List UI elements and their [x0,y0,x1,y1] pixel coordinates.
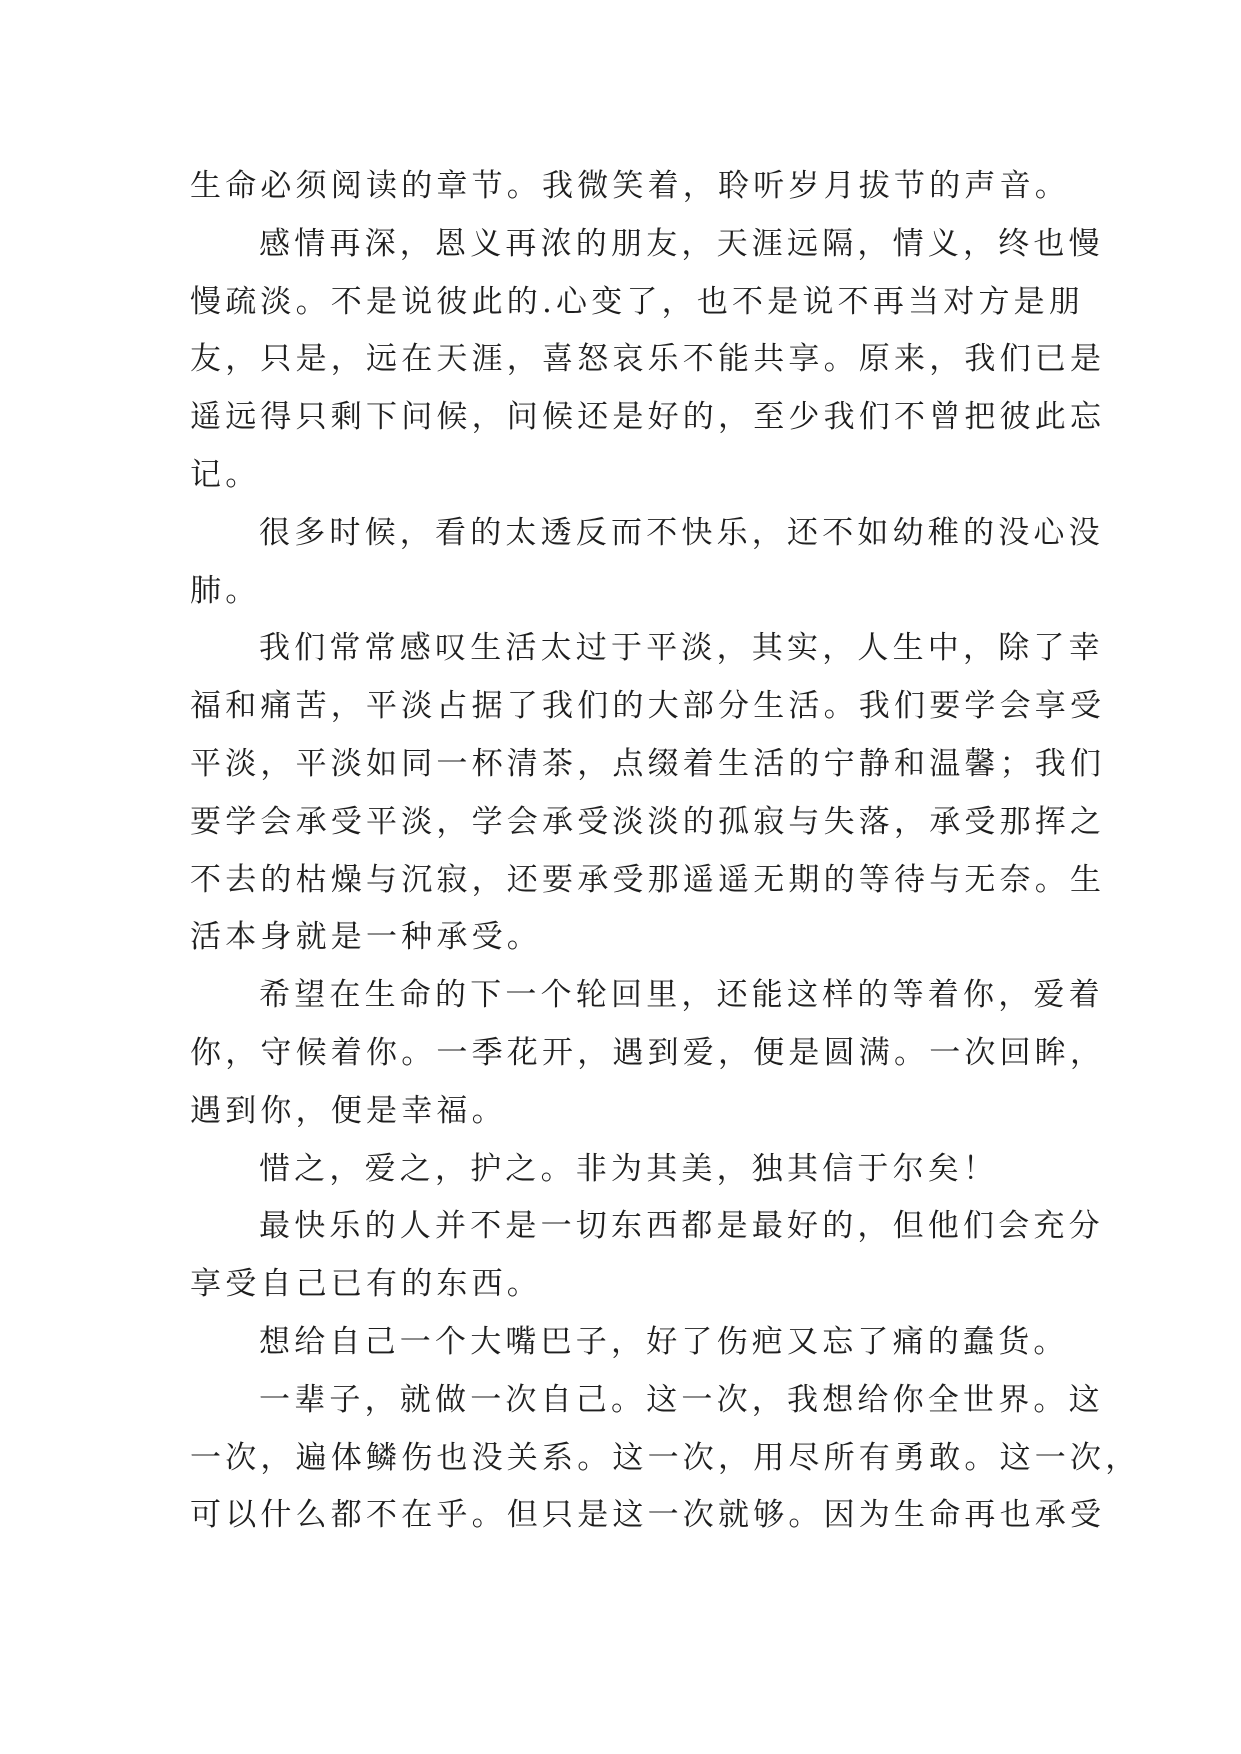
text-line: 希望在生命的下一个轮回里，还能这样的等着你，爱着 [259,977,1104,1014]
body-text [190,158,1141,1545]
text-line: 肺。 [190,572,261,609]
text-line: 记。 [190,456,261,493]
text-line: 你，守候着你。一季花开，遇到爱，便是圆满。一次回眸， [190,1034,1106,1071]
text-line: 一次，遍体鳞伤也没关系。这一次，用尽所有勇敢。这一次， [190,1439,1141,1476]
text-line: 最快乐的人并不是一切东西都是最好的，但他们会充分 [259,1208,1104,1245]
text-line: 遇到你，便是幸福。 [190,1092,507,1129]
text-line: 福和痛苦，平淡占据了我们的大部分生活。我们要学会享受 [190,688,1106,725]
text-line: 平淡，平淡如同一杯清茶，点缀着生活的宁静和温馨；我们 [190,745,1106,782]
text-line: 享受自己已有的东西。 [190,1266,542,1303]
text-line: 我们常常感叹生活太过于平淡，其实，人生中，除了幸 [259,630,1104,667]
text-line: 要学会承受平淡，学会承受淡淡的孤寂与失落，承受那挥之 [190,803,1106,840]
text-line: 慢疏淡。不是说彼此的.心变了，也不是说不再当对方是朋 [190,283,1085,320]
text-line: 想给自己一个大嘴巴子，好了伤疤又忘了痛的蠢货。 [259,1323,1069,1360]
text-line: 可以什么都不在乎。但只是这一次就够。因为生命再也承受 [190,1497,1106,1534]
text-line: 感情再深，恩义再浓的朋友，天涯远隔，情义，终也慢 [259,225,1104,262]
text-line: 生命必须阅读的章节。我微笑着，聆听岁月拔节的声音。 [190,168,1070,204]
text-line: 很多时候，看的太透反而不快乐，还不如幼稚的没心没 [259,514,1104,551]
text-line: 不去的枯燥与沉寂，还要承受那遥遥无期的等待与无奈。生 [190,861,1106,898]
text-line: 惜之，爱之，护之。非为其美，独其信于尔矣！ [259,1150,999,1187]
text-line: 活本身就是一种承受。 [190,919,542,956]
text-line: 友，只是，远在天涯，喜怒哀乐不能共享。原来，我们已是 [190,341,1106,378]
text-line: 一辈子，就做一次自己。这一次，我想给你全世界。这 [259,1381,1104,1418]
text-line: 遥远得只剩下问候，问候还是好的，至少我们不曾把彼此忘 [190,399,1106,436]
